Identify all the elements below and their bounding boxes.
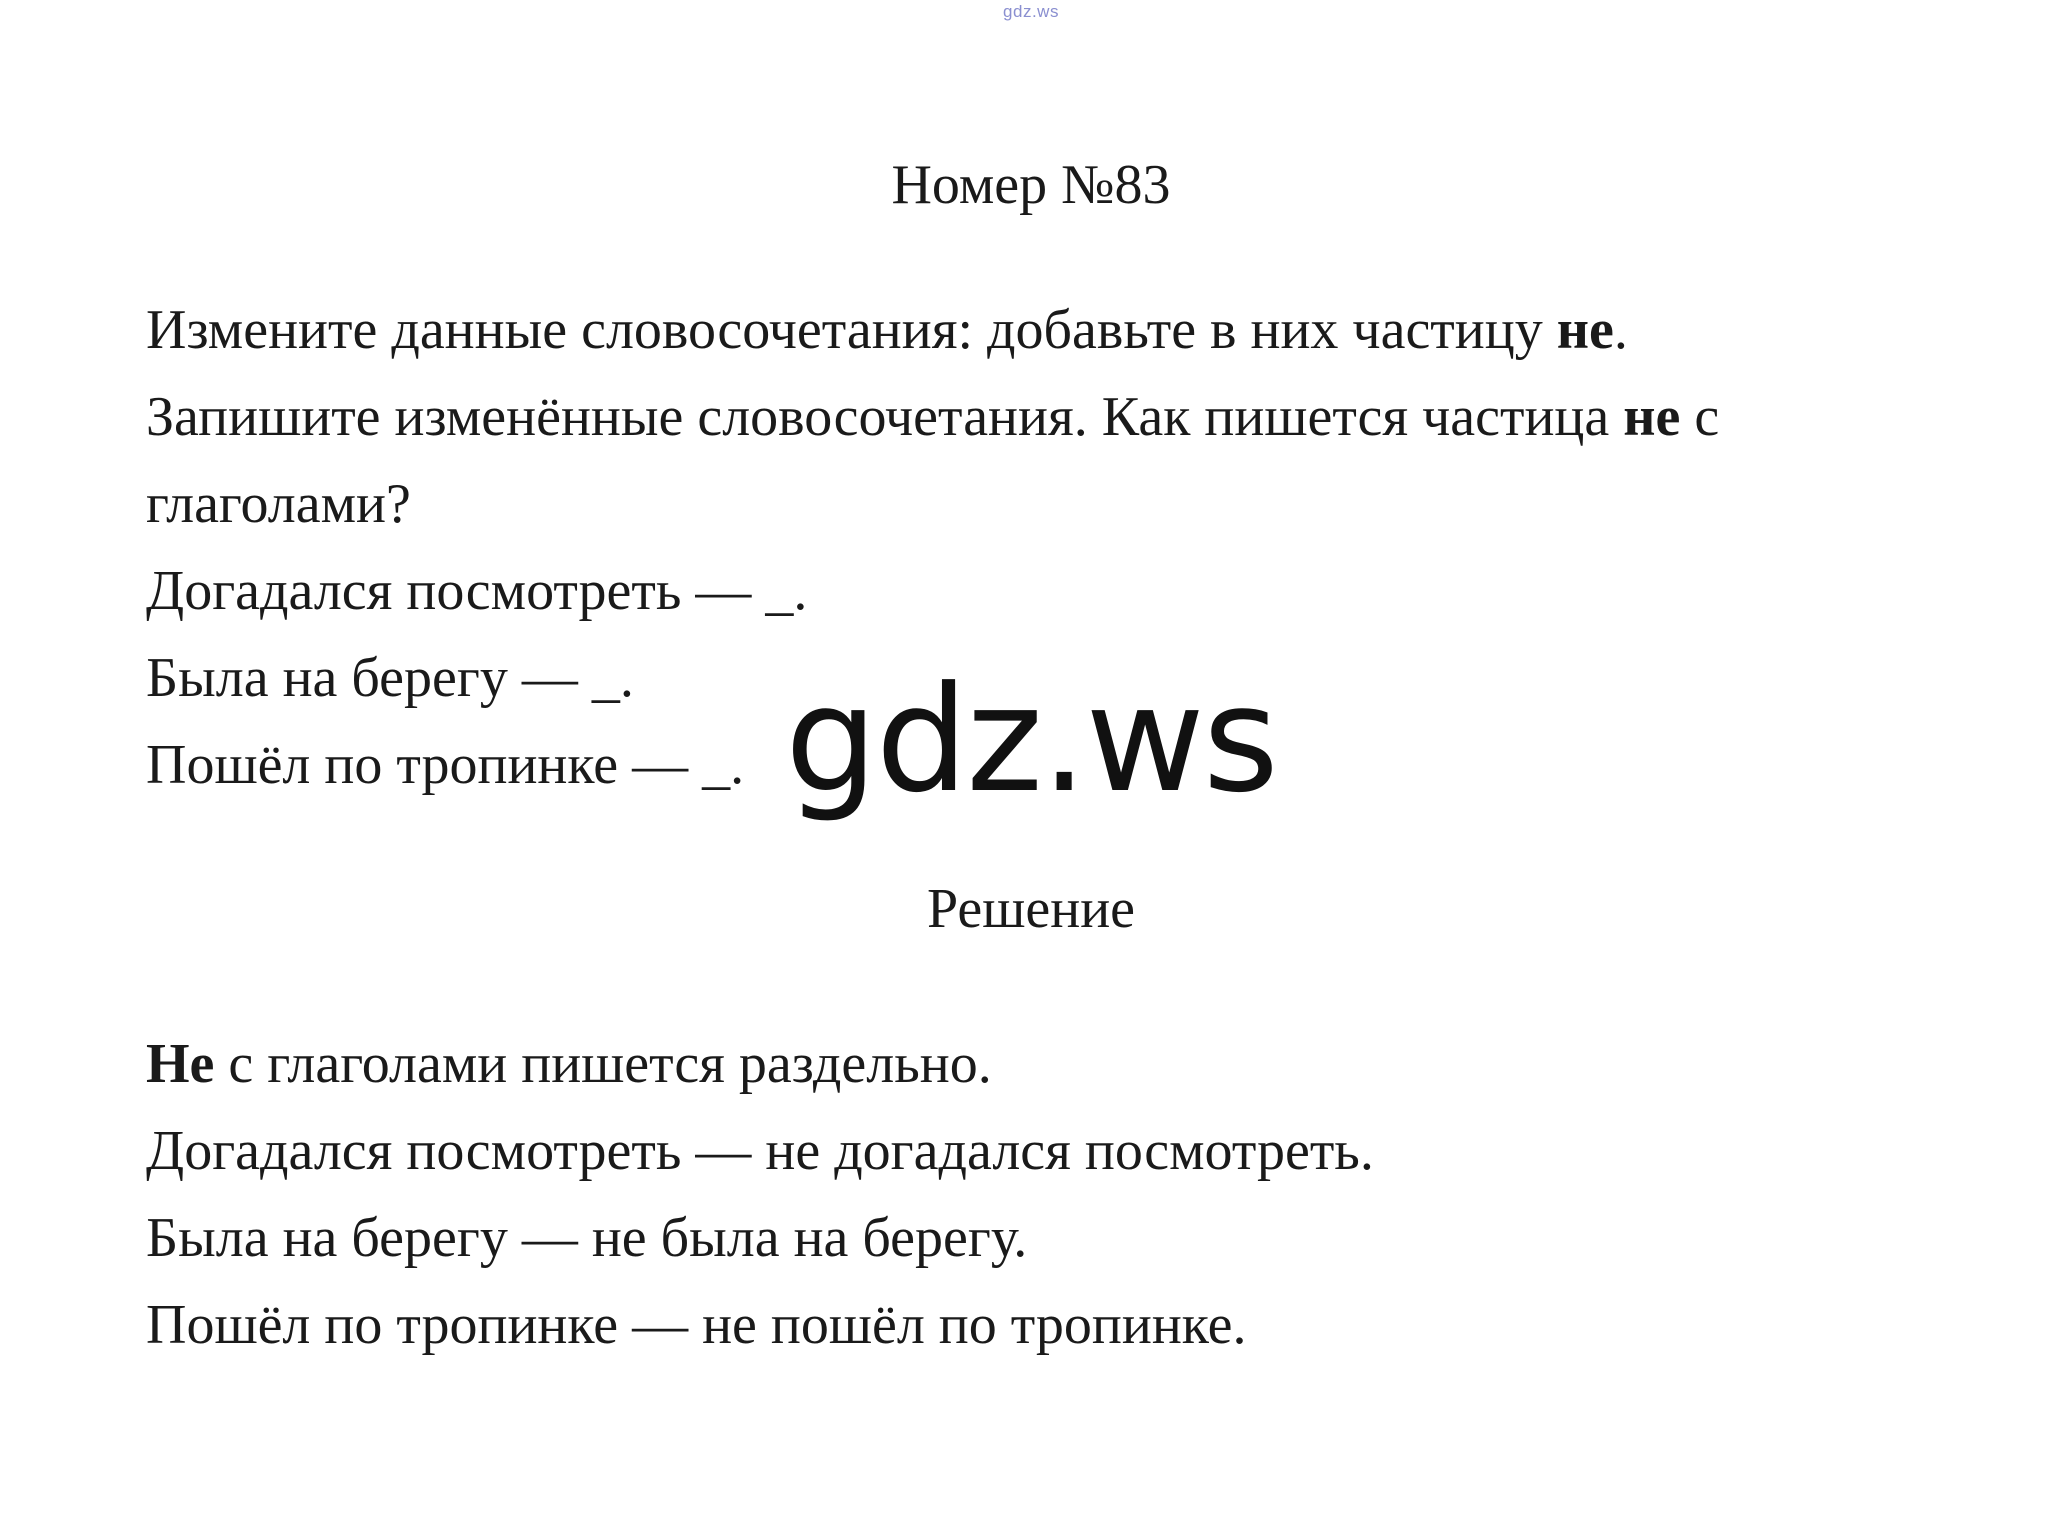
answer-item: Была на берегу — не была на берегу.	[146, 1207, 1028, 1269]
page-title: Номер №83	[891, 154, 1171, 216]
answer-rule-bold: Не	[146, 1033, 215, 1095]
answer-text	[146, 1021, 1946, 1369]
task-line-2-end: с	[1680, 386, 1720, 448]
particle-ne-2: не	[1623, 386, 1681, 448]
particle-ne-1: не	[1556, 299, 1614, 361]
task-item: Была на берегу — _.	[146, 647, 634, 709]
answer-item: Догадался посмотреть — не догадался посмотреть.	[146, 1120, 1374, 1182]
task-line-2	[146, 374, 1946, 461]
solution-title: Решение	[926, 878, 1136, 940]
answer-item: Пошёл по тропинке — не пошёл по тропинке.	[146, 1294, 1247, 1356]
task-line-3: глаголами?	[146, 473, 411, 535]
task-item: Догадался посмотреть — _.	[146, 560, 808, 622]
answer-rule	[146, 1021, 1946, 1108]
site-mark: gdz.ws	[1003, 2, 1059, 21]
task-line-2-text: Запишите изменённые словосочетания. Как пишется частица	[146, 386, 1624, 448]
task-item: Пошёл по тропинке — _.	[146, 734, 745, 796]
task-line-1-text: Измените данные словосочетания: добавьте в них частицу	[146, 299, 1557, 361]
watermark-logo: gdz.ws	[785, 655, 1277, 825]
task-line-1-end: .	[1613, 299, 1628, 361]
task-line-1	[146, 287, 1946, 374]
answer-rule-text: с глаголами пишется раздельно.	[214, 1033, 992, 1095]
